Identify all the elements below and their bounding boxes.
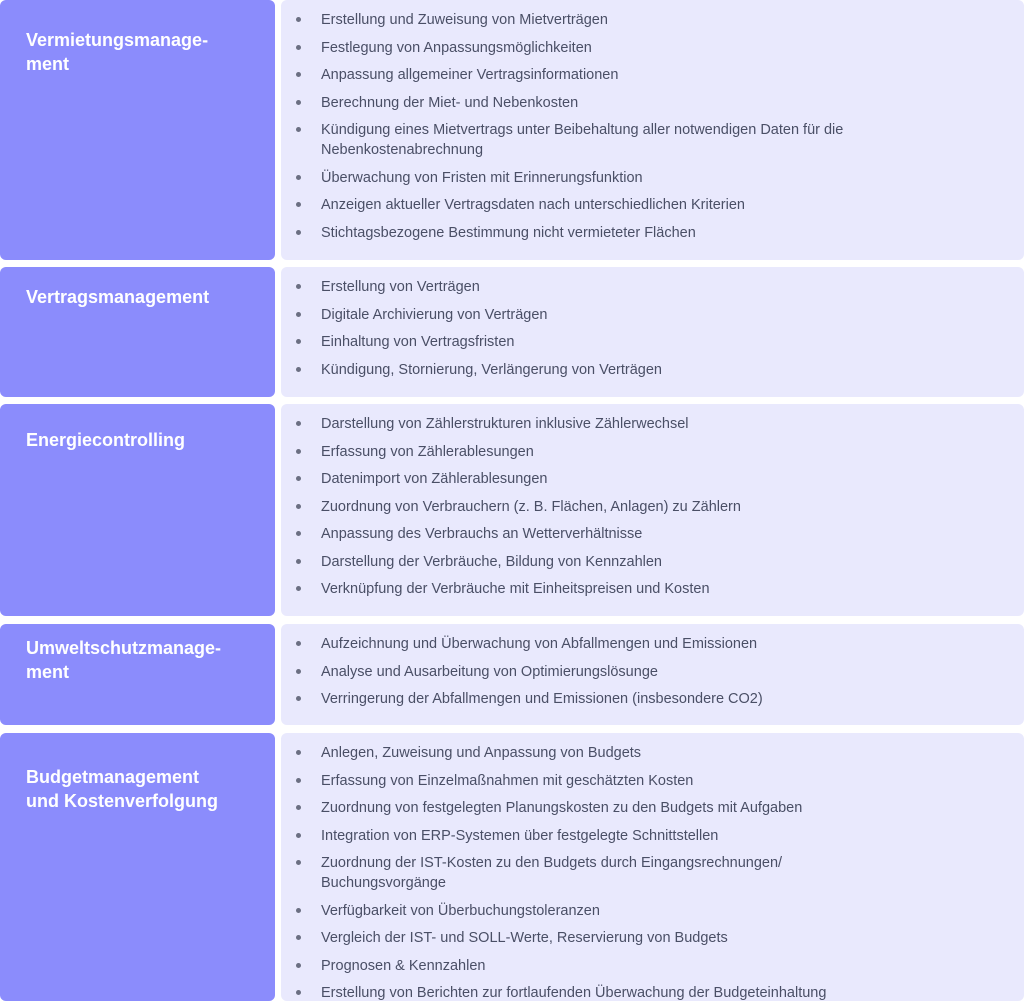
list-item: Zuordnung von festgelegten Planungskosten zu den Budgets mit Aufgaben <box>321 798 901 818</box>
list-item: Überwachung von Fristen mit Erinnerungsfunktion <box>321 168 901 188</box>
list-item: Verfügbarkeit von Überbuchungstoleranzen <box>321 901 901 921</box>
list-item: Erstellung und Zuweisung von Mietverträgen <box>321 10 901 30</box>
category-cell <box>0 404 275 616</box>
list-item: Erfassung von Zählerablesungen <box>321 442 901 462</box>
feature-list <box>321 414 1004 599</box>
list-item: Darstellung der Verbräuche, Bildung von Kennzahlen <box>321 552 901 572</box>
feature-list <box>321 743 1004 1003</box>
list-item: Kündigung eines Mietvertrags unter Beibehaltung aller notwendigen Daten für die Nebenkostenabrechnung <box>321 120 901 160</box>
category-title: Vermietungsmanage- ment <box>26 30 209 74</box>
section-budgetmanagement <box>0 733 1024 1001</box>
feature-list <box>321 10 1004 243</box>
feature-list-cell <box>281 404 1024 616</box>
feature-list-cell <box>281 733 1024 1001</box>
list-item: Datenimport von Zählerablesungen <box>321 469 901 489</box>
list-item: Festlegung von Anpassungsmöglichkeiten <box>321 38 901 58</box>
list-item: Verknüpfung der Verbräuche mit Einheitspreisen und Kosten <box>321 579 901 599</box>
list-item: Darstellung von Zählerstrukturen inklusive Zählerwechsel <box>321 414 901 434</box>
category-title: Vertragsmanagement <box>26 287 210 307</box>
category-title: Energiecontrolling <box>26 430 186 450</box>
category-title: Budgetmanagement und Kostenverfolgung <box>26 767 218 811</box>
category-cell <box>0 0 275 260</box>
list-item: Erstellung von Berichten zur fortlaufenden Überwachung der Budgeteinhaltung <box>321 983 901 1003</box>
list-item: Berechnung der Miet- und Nebenkosten <box>321 93 901 113</box>
list-item: Anpassung allgemeiner Vertragsinformationen <box>321 65 901 85</box>
category-cell <box>0 733 275 1001</box>
category-cell <box>0 624 275 725</box>
list-item: Prognosen & Kennzahlen <box>321 956 901 976</box>
list-item: Kündigung, Stornierung, Verlängerung von Verträgen <box>321 360 901 380</box>
list-item: Einhaltung von Vertragsfristen <box>321 332 901 352</box>
list-item: Digitale Archivierung von Verträgen <box>321 305 901 325</box>
list-item: Integration von ERP-Systemen über festgelegte Schnittstellen <box>321 826 901 846</box>
section-umweltschutzmanagement <box>0 624 1024 725</box>
list-item: Zuordnung der IST-Kosten zu den Budgets durch Eingangsrechnungen/ Buchungsvorgänge <box>321 853 901 893</box>
category-cell <box>0 267 275 397</box>
list-item: Erfassung von Einzelmaßnahmen mit geschätzten Kosten <box>321 771 901 791</box>
list-item: Anpassung des Verbrauchs an Wetterverhältnisse <box>321 524 901 544</box>
list-item: Aufzeichnung und Überwachung von Abfallmengen und Emissionen <box>321 634 901 654</box>
list-item: Stichtagsbezogene Bestimmung nicht vermieteter Flächen <box>321 223 901 243</box>
feature-list-cell <box>281 624 1024 725</box>
list-item: Anlegen, Zuweisung und Anpassung von Budgets <box>321 743 901 763</box>
list-item: Vergleich der IST- und SOLL-Werte, Reservierung von Budgets <box>321 928 901 948</box>
section-energiecontrolling <box>0 404 1024 616</box>
list-item: Zuordnung von Verbrauchern (z. B. Flächen, Anlagen) zu Zählern <box>321 497 901 517</box>
feature-list <box>321 634 1004 709</box>
list-item: Anzeigen aktueller Vertragsdaten nach unterschiedlichen Kriterien <box>321 195 901 215</box>
section-vermietungsmanagement <box>0 0 1024 260</box>
list-item: Erstellung von Verträgen <box>321 277 901 297</box>
feature-list-cell <box>281 267 1024 397</box>
list-item: Verringerung der Abfallmengen und Emissionen (insbesondere CO2) <box>321 689 901 709</box>
list-item: Analyse und Ausarbeitung von Optimierungslösunge <box>321 662 901 682</box>
category-title: Umweltschutzmanage- ment <box>26 638 222 682</box>
section-vertragsmanagement <box>0 267 1024 397</box>
feature-list <box>321 277 1004 380</box>
feature-list-cell <box>281 0 1024 260</box>
